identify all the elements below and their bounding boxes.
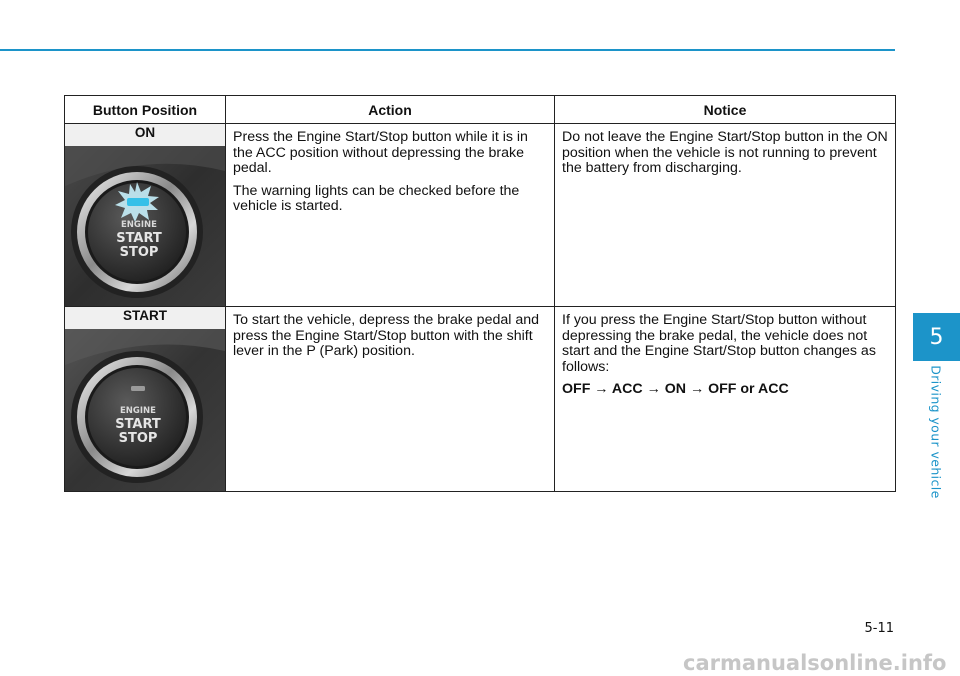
engine-start-stop-button-off-image: [65, 329, 225, 491]
watermark: carmanualsonline.info: [683, 651, 947, 675]
engine-start-stop-button-on-image: [65, 146, 225, 306]
notice-cell-start: [555, 307, 896, 492]
page-number: 5-11: [864, 621, 894, 636]
header-button-position: Button Position: [65, 96, 226, 124]
header-rule: [0, 49, 895, 51]
table-row-on: [65, 124, 896, 307]
notice-cell-on: [555, 124, 896, 307]
position-cell-on: [65, 124, 226, 307]
table-header-row: [65, 96, 896, 124]
action-on-text-1: Press the Engine Start/Stop button while it is in the ACC position without depressing the brake pedal.: [233, 129, 528, 176]
action-on-text-2: The warning lights can be checked before the vehicle is started.: [233, 182, 520, 214]
header-action: Action: [226, 96, 555, 124]
notice-start-sequence: OFF → ACC → ON → OFF or ACC: [562, 381, 789, 397]
action-cell-on: [226, 124, 555, 307]
action-cell-start: [226, 307, 555, 492]
button-start-text: START: [115, 417, 161, 432]
chapter-title: Driving your vehicle: [928, 365, 944, 499]
chapter-number-tab: 5: [913, 313, 960, 361]
position-cell-start: [65, 307, 226, 492]
button-stop-text: STOP: [119, 245, 159, 260]
button-stop-text: STOP: [118, 431, 158, 446]
position-label-on: ON: [65, 124, 225, 146]
button-start-text: START: [116, 231, 162, 246]
button-engine-text: ENGINE: [120, 406, 156, 416]
action-start-text-1: To start the vehicle, depress the brake pedal and press the Engine Start/Stop button with the shift lever in the P (Park) position.: [233, 312, 540, 359]
header-notice: Notice: [555, 96, 896, 124]
notice-start-text-1: If you press the Engine Start/Stop button without depressing the brake pedal, the vehicle does not start and the Engine Start/Stop button changes as follows:: [562, 312, 876, 375]
button-engine-text: ENGINE: [121, 220, 157, 230]
indicator-off-icon: [131, 386, 145, 391]
button-position-table: [64, 95, 896, 492]
position-label-start: START: [65, 307, 225, 329]
table-row-start: [65, 307, 896, 492]
notice-on-text-1: Do not leave the Engine Start/Stop button in the ON position when the vehicle is not running to prevent the battery from discharging.: [562, 129, 888, 176]
